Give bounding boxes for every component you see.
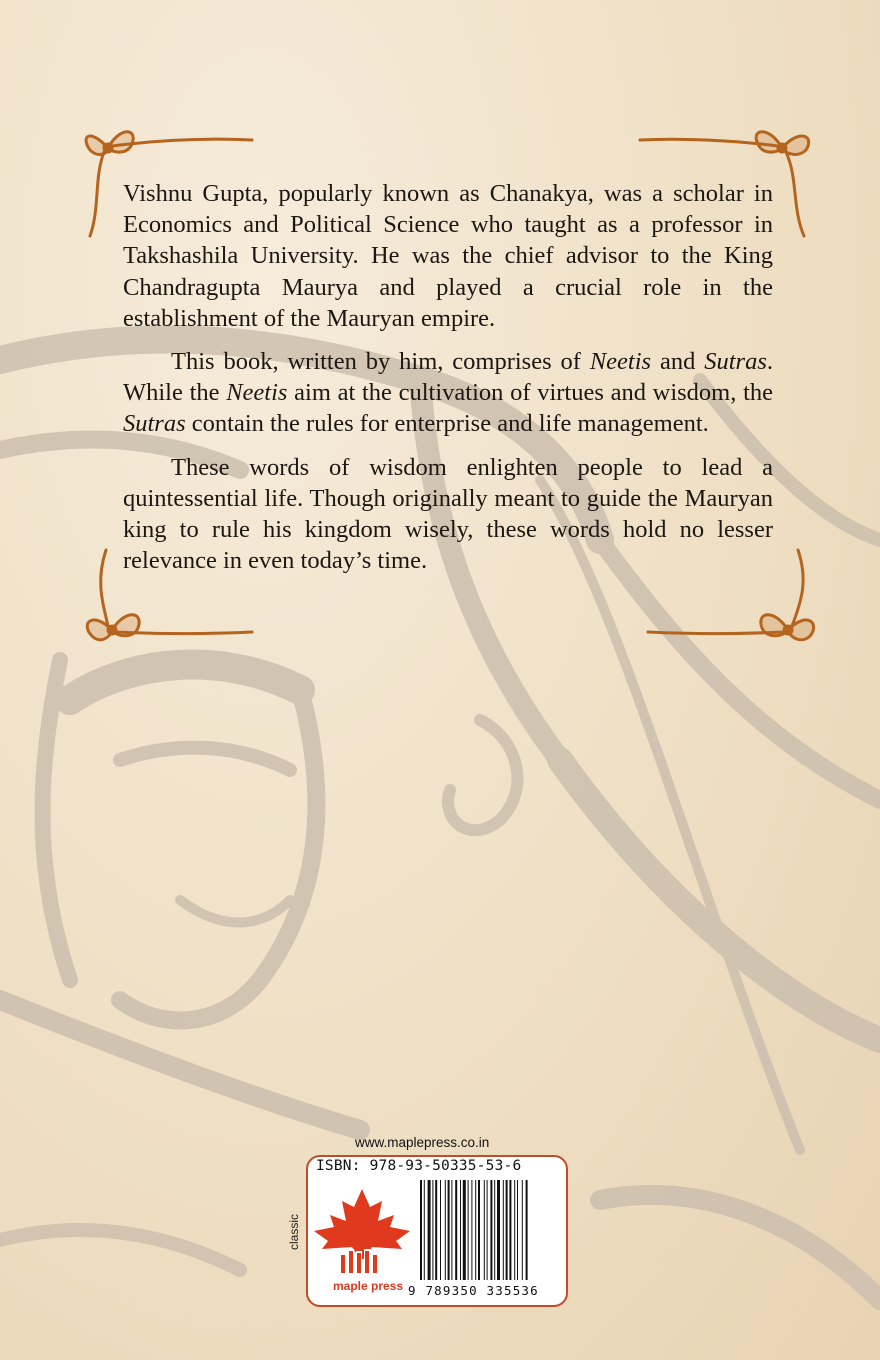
publisher-website: www.maplepress.co.in	[355, 1135, 490, 1150]
imprint-label	[284, 1213, 304, 1253]
blurb-paragraph-2	[123, 346, 773, 440]
publisher-logo-text: maple press	[333, 1279, 404, 1293]
barcode-number: 9 789350 335536	[408, 1283, 539, 1298]
text-span: This book, written by him, comprises of	[171, 348, 590, 376]
imprint-text: classic	[287, 1213, 302, 1251]
text-span: contain the rules for enterprise and life management.	[185, 410, 709, 438]
isbn-text: ISBN: 978-93-50335-53-6	[316, 1158, 522, 1174]
back-cover-blurb	[123, 178, 773, 588]
maple-leaf-icon	[312, 1187, 412, 1279]
italic-term: Neetis	[226, 379, 288, 407]
text-span: aim at the cultivation of virtues and wisdom, the	[287, 379, 774, 407]
blurb-paragraph-3: These words of wisdom enlighten people to lead a quintessential life. Though originally meant to guide the Mauryan king to rule his kingdom wisely, these words hold no lesser relevance in even today’s time.	[123, 453, 773, 575]
barcode-icon	[418, 1180, 560, 1282]
text-span: and	[651, 348, 705, 376]
italic-term: Neetis	[589, 348, 652, 376]
italic-term: Sutras	[123, 410, 186, 438]
text-span: . While the	[123, 348, 773, 407]
italic-term: Sutras	[704, 348, 767, 376]
blurb-paragraph-1: Vishnu Gupta, popularly known as Chanakya, was a scholar in Economics and Political Science who taught as a professor in Takshashila University. He was the chief advisor to the King Chandragupta Maurya and played a crucial role in the establishment of the Mauryan empire.	[123, 180, 773, 332]
